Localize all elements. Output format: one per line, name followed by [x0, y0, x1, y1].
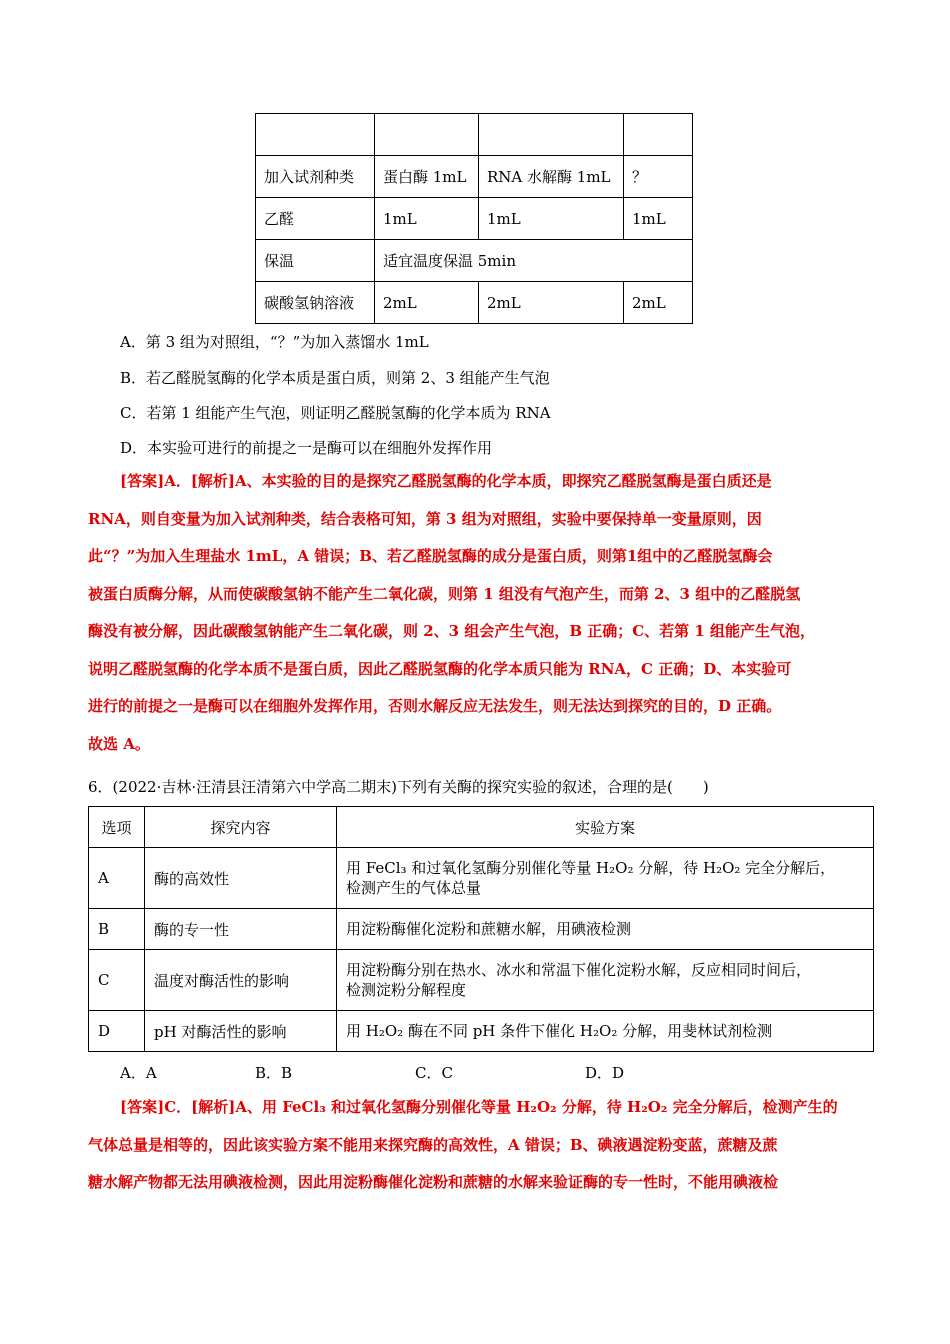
- q5-option-c: C．若第 1 组能产生气泡，则证明乙醛脱氢酶的化学本质为 RNA: [120, 404, 551, 422]
- table-cell: RNA 水解酶 1mL: [479, 156, 624, 198]
- answer-line: 说明乙醛脱氢酶的化学本质不是蛋白质，因此乙醛脱氢酶的化学本质只能为 RNA，C 正确；D、本实验可: [88, 659, 792, 678]
- table-cell: 酶的高效性: [145, 848, 337, 909]
- table-row: [256, 156, 693, 198]
- table-cell: B: [89, 909, 145, 950]
- q6-options-table: [88, 806, 874, 1052]
- plan-line: 用 FeCl₃ 和过氧化氢酶分别催化等量 H₂O₂ 分解，待 H₂O₂ 完全分解后，: [346, 859, 836, 877]
- table-cell: [479, 114, 624, 156]
- header-cell: 选项: [89, 807, 145, 848]
- table-cell: [337, 950, 874, 1011]
- plan-line: 用 H₂O₂ 酶在不同 pH 条件下催化 H₂O₂ 分解，用斐林试剂检测: [346, 1022, 773, 1040]
- table-cell: 1mL: [479, 198, 624, 240]
- choice-c: C．C: [415, 1064, 453, 1082]
- answer-line: 此“？”为加入生理盐水 1mL，A 错误；B、若乙醛脱氢酶的成分是蛋白质，则第1组中的乙醛脱氢酶会: [88, 547, 773, 565]
- table-cell: [624, 114, 693, 156]
- table-cell: 适宜温度保温 5min: [375, 240, 693, 282]
- table-cell: pH 对酶活性的影响: [145, 1011, 337, 1052]
- table-cell: 2mL: [375, 282, 479, 324]
- answer-line: 糖水解产物都无法用碘液检测，因此用淀粉酶催化淀粉和蔗糖的水解来验证酶的专一性时，不能用碘液检: [88, 1173, 779, 1191]
- answer-line: [答案]C．[解析]A、用 FeCl₃ 和过氧化氢酶分别催化等量 H₂O₂ 分解，待 H₂O₂ 完全分解后，检测产生的: [120, 1098, 838, 1116]
- choice-a: A．A: [120, 1064, 157, 1082]
- table-cell: 乙醛: [256, 198, 375, 240]
- answer-line: 进行的前提之一是酶可以在细胞外发挥作用，否则水解反应无法发生，则无法达到探究的目的，D 正确。: [88, 697, 782, 715]
- table-row: [89, 909, 874, 950]
- table-cell: 1mL: [375, 198, 479, 240]
- answer-line: 气体总量是相等的，因此该实验方案不能用来探究酶的高效性，A 错误；B、碘液遇淀粉变蓝，蔗糖及蔗: [88, 1135, 778, 1154]
- table-cell: 酶的专一性: [145, 909, 337, 950]
- table-cell: [337, 848, 874, 909]
- table-cell: A: [89, 848, 145, 909]
- header-cell: 实验方案: [337, 807, 874, 848]
- table-row: [256, 240, 693, 282]
- plan-line: 检测产生的气体总量: [346, 879, 482, 897]
- q5-answer-explanation: [88, 463, 866, 763]
- table-cell: 1mL: [624, 198, 693, 240]
- experiment-table: [255, 113, 693, 324]
- table-cell: D: [89, 1011, 145, 1052]
- q6-stem: 6．(2022·吉林·汪清县汪清第六中学高二期末)下列有关酶的探究实验的叙述，合理的是( ): [88, 778, 709, 796]
- table-row: [256, 282, 693, 324]
- plan-line: 用淀粉酶分别在热水、冰水和常温下催化淀粉水解，反应相同时间后，: [346, 961, 812, 979]
- table-cell: 碳酸氢钠溶液: [256, 282, 375, 324]
- choice-b: B．B: [255, 1064, 293, 1082]
- answer-line: 故选 A。: [88, 734, 150, 753]
- table-header-row: [89, 807, 874, 848]
- answer-line: 被蛋白质酶分解，从而使碳酸氢钠不能产生二氧化碳，则第 1 组没有气泡产生，而第 2、3 组中的乙醛脱氢: [88, 584, 801, 603]
- q5-option-a: A．第 3 组为对照组，“？”为加入蒸馏水 1mL: [120, 333, 429, 351]
- plan-line: 用淀粉酶催化淀粉和蔗糖水解，用碘液检测: [346, 920, 632, 938]
- table-cell: 加入试剂种类: [256, 156, 375, 198]
- q6-choices: [120, 1062, 624, 1083]
- q6-answer-explanation: [88, 1089, 866, 1202]
- table-cell: [337, 909, 874, 950]
- answer-line: RNA，则自变量为加入试剂种类，结合表格可知，第 3 组为对照组，实验中要保持单一变量原则，因: [88, 509, 762, 528]
- table-cell: [337, 1011, 874, 1052]
- table-cell: [375, 114, 479, 156]
- q5-option-d: D．本实验可进行的前提之一是酶可以在细胞外发挥作用: [120, 439, 493, 457]
- plan-line: 检测淀粉分解程度: [346, 981, 467, 999]
- table-row: [89, 848, 874, 909]
- table-cell: 保温: [256, 240, 375, 282]
- table-cell: 蛋白酶 1mL: [375, 156, 479, 198]
- table-row: [256, 114, 693, 156]
- choice-d: D．D: [585, 1064, 625, 1082]
- table-cell: C: [89, 950, 145, 1011]
- table-row: [89, 950, 874, 1011]
- q5-option-b: B．若乙醛脱氢酶的化学本质是蛋白质，则第 2、3 组能产生气泡: [120, 369, 550, 387]
- header-cell: 探究内容: [145, 807, 337, 848]
- table-cell: ？: [624, 156, 693, 198]
- answer-line: 酶没有被分解，因此碳酸氢钠能产生二氧化碳，则 2、3 组会产生气泡，B 正确；C、若第 1 组能产生气泡，: [88, 622, 816, 640]
- table-row: [256, 198, 693, 240]
- table-cell: 2mL: [479, 282, 624, 324]
- table-cell: 温度对酶活性的影响: [145, 950, 337, 1011]
- answer-line: [答案]A．[解析]A、本实验的目的是探究乙醛脱氢酶的化学本质，即探究乙醛脱氢酶是蛋白质还是: [120, 472, 772, 490]
- table-row: [89, 1011, 874, 1052]
- table-cell: 2mL: [624, 282, 693, 324]
- table-cell: [256, 114, 375, 156]
